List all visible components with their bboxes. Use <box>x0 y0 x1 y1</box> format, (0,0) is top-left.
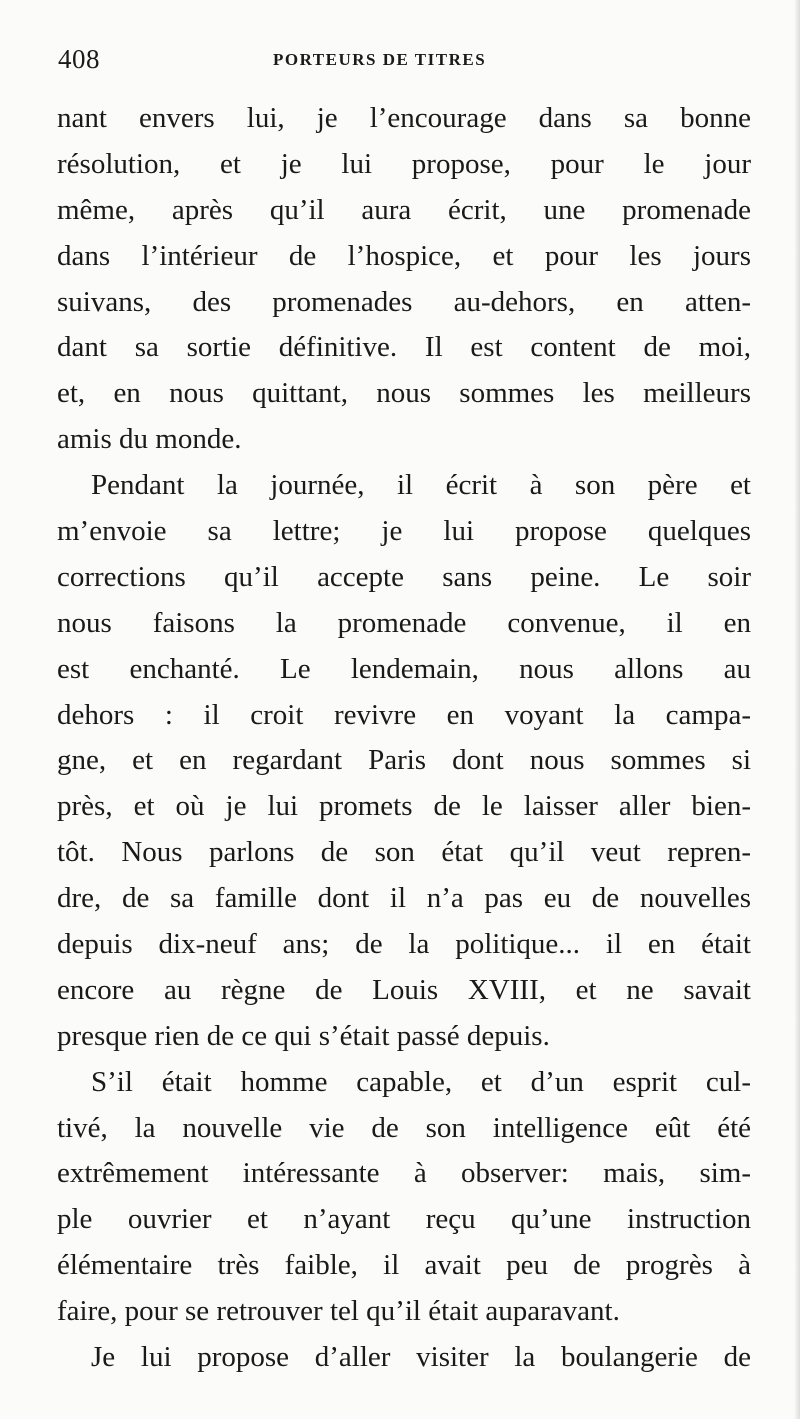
text-line: nant envers lui, je l’encourage dans sa bonne <box>57 102 751 134</box>
running-title: PORTEURS DE TITRES <box>273 50 487 69</box>
text-line: dant sa sortie définitive. Il est content de moi, <box>57 331 751 364</box>
text-line: faire, pour se retrouver tel qu’il était auparavant. <box>57 1295 620 1328</box>
text-line: résolution, et je lui propose, pour le jour <box>57 147 751 180</box>
text-line: S’il était homme capable, et d’un esprit cul- <box>91 1065 751 1098</box>
text-line: tivé, la nouvelle vie de son intelligence eût été <box>57 1111 751 1144</box>
text-line: élémentaire très faible, il avait peu de progrès à <box>57 1249 751 1282</box>
text-line: Pendant la journée, il écrit à son père et <box>91 469 751 502</box>
text-line: encore au règne de Louis XVIII, et ne savait <box>57 973 751 1006</box>
page-number: 408 <box>58 44 100 74</box>
text-line: amis du monde. <box>57 423 242 456</box>
text-line: et, en nous quittant, nous sommes les meilleurs <box>57 377 751 410</box>
text-line: m’envoie sa lettre; je lui propose quelques <box>57 515 751 548</box>
text-line: près, et où je lui promets de le laisser aller bien- <box>57 790 751 823</box>
text-line: extrêmement intéressante à observer: mais, sim- <box>57 1157 751 1190</box>
text-line: depuis dix-neuf ans; de la politique... il en était <box>57 928 751 961</box>
text-line: dans l’intérieur de l’hospice, et pour les jours <box>57 239 751 272</box>
text-line: ple ouvrier et n’ayant reçu qu’une instruction <box>57 1203 751 1236</box>
body-text <box>57 96 751 1381</box>
text-line: suivans, des promenades au-dehors, en atten- <box>57 285 751 318</box>
text-line: Je lui propose d’aller visiter la boulangerie de <box>91 1341 751 1374</box>
text-line: corrections qu’il accepte sans peine. Le soir <box>57 560 751 593</box>
text-line: presque rien de ce qui s’était passé depuis. <box>57 1019 550 1052</box>
text-line: nous faisons la promenade convenue, il en <box>57 606 751 639</box>
page-edge-shadow <box>794 0 800 1419</box>
text-line: gne, et en regardant Paris dont nous sommes si <box>57 744 751 777</box>
running-head <box>58 44 750 84</box>
text-line: est enchanté. Le lendemain, nous allons au <box>57 652 751 685</box>
text-line: même, après qu’il aura écrit, une promenade <box>57 193 751 226</box>
text-line: tôt. Nous parlons de son état qu’il veut repren- <box>57 836 751 869</box>
text-line: dehors : il croit revivre en voyant la campa- <box>57 698 751 731</box>
text-line: dre, de sa famille dont il n’a pas eu de nouvelles <box>57 882 751 915</box>
